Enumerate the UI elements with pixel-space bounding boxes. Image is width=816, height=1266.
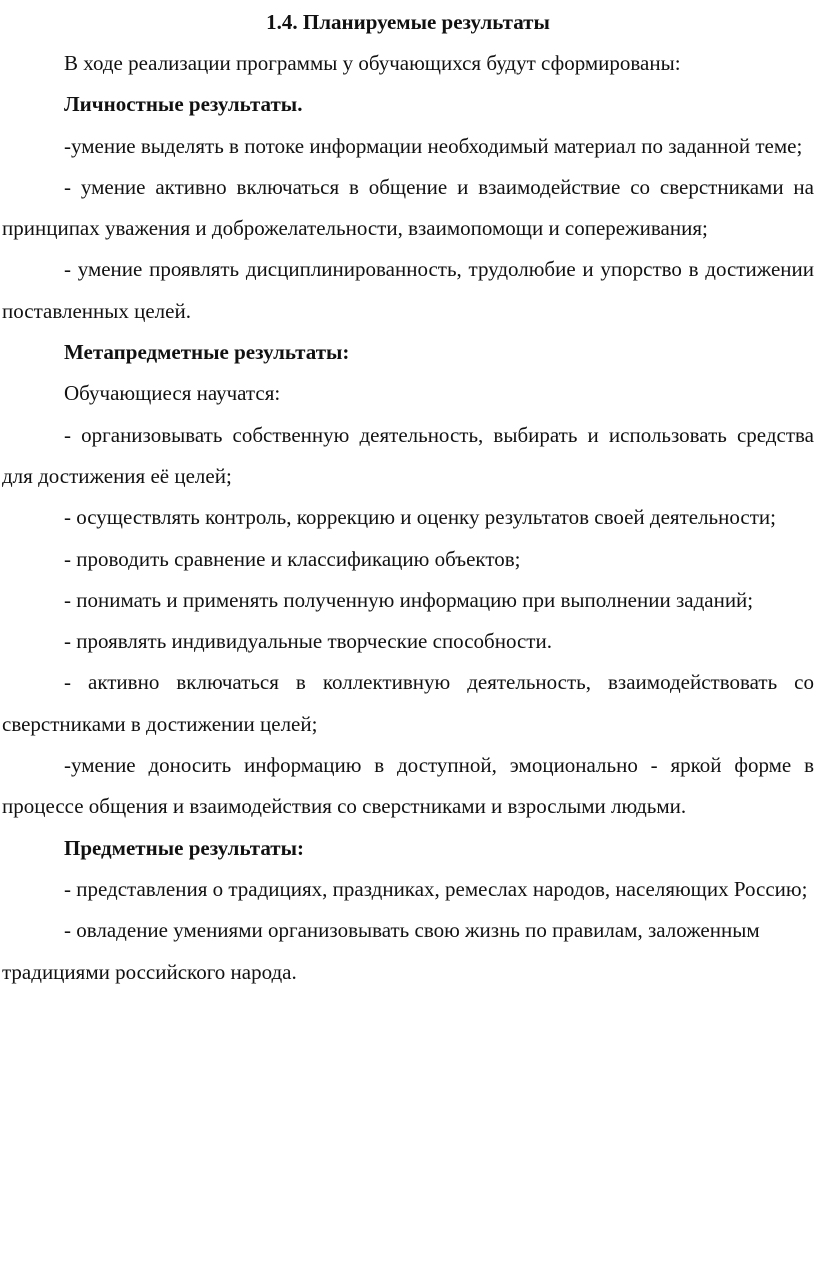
meta-item: -умение доносить информацию в доступной, эмоционально - яркой форме в процессе общения и взаимодействия со сверстниками и взрослыми людьми. (2, 753, 814, 819)
meta-lead: Обучающиеся научатся: (64, 381, 281, 406)
meta-item: - осуществлять контроль, коррекцию и оценку результатов своей деятельности; (64, 505, 776, 530)
subject-results-heading: Предметные результаты: (64, 835, 304, 860)
meta-item: - проявлять индивидуальные творческие способности. (64, 629, 552, 654)
personal-results-heading: Личностные результаты. (64, 92, 303, 117)
personal-item: - умение активно включаться в общение и взаимодействие со сверстниками на принципах уважения и доброжелательности, взаимопомощи и сопереживания; (2, 174, 814, 241)
personal-item: -умение выделять в потоке информации необходимый материал по заданной теме; (64, 133, 803, 158)
section-title: 1.4. Планируемые результаты (266, 10, 550, 34)
intro-paragraph: В ходе реализации программы у обучающихся будут сформированы: (64, 51, 681, 75)
meta-item: - проводить сравнение и классификацию объектов; (64, 546, 521, 571)
meta-item: - активно включаться в коллективную деятельность, взаимодействовать со сверстниками в достижении целей; (2, 670, 814, 736)
meta-item: - понимать и применять полученную информацию при выполнении заданий; (64, 587, 754, 612)
meta-results-heading: Метапредметные результаты: (64, 340, 350, 365)
personal-item: - умение проявлять дисциплинированность, трудолюбие и упорство в достижении поставленных целей. (2, 257, 814, 323)
subject-item: - представления о традициях, праздниках, ремеслах народов, населяющих Россию; (64, 876, 808, 901)
subject-item: - овладение умениями организовывать свою жизнь по правилам, заложенным традициями российского народа. (2, 918, 760, 984)
meta-item: - организовывать собственную деятельность, выбирать и использовать средства для достижения её целей; (2, 422, 814, 488)
